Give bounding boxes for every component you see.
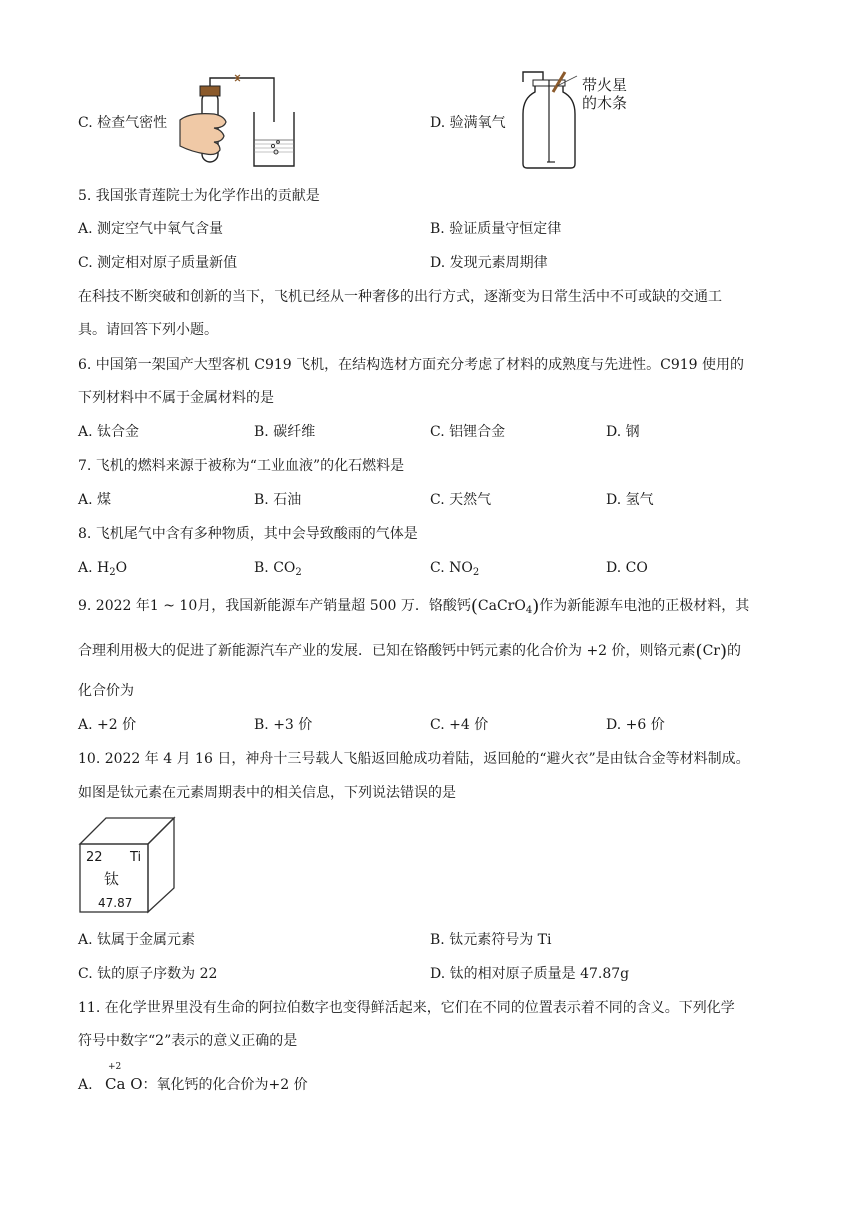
- q4-option-c: C. 检查气密性: [78, 115, 168, 131]
- q10-option-b: B. 钛元素符号为 Ti: [430, 932, 552, 948]
- valence-superscript: +2: [108, 1062, 122, 1072]
- q8-stem: 8. 飞机尾气中含有多种物质，其中会导致酸雨的气体是: [78, 526, 418, 542]
- q8-option-b-text: B. CO: [254, 560, 296, 576]
- q9-option-c: C. +4 价: [430, 717, 489, 733]
- q8-option-c: [430, 558, 479, 578]
- q9-stem-2: 合理利用极大的促进了新能源汽车产业的发展．已知在铬酸钙中钙元素的化合价为 +2 价，则铬元素(Cr)的: [78, 641, 742, 662]
- element-atomic-number: 22: [86, 850, 103, 865]
- q5-stem: 5. 我国张青莲院士为化学作出的贡献是: [78, 188, 320, 204]
- q4-option-d: D. 验满氧气: [430, 115, 506, 131]
- chromium-symbol: Cr: [702, 643, 720, 659]
- q8-option-a-tail: O: [115, 560, 128, 576]
- q5-option-d: D. 发现元素周期律: [430, 255, 548, 271]
- airtightness-apparatus-figure: [170, 72, 300, 172]
- q8-option-a-subscript: 2: [109, 567, 116, 578]
- q8-option-a-text: A. H: [78, 560, 110, 576]
- calcium-chromate-subscript: 4: [525, 605, 533, 616]
- q7-option-c: C. 天然气: [430, 492, 492, 508]
- q9-option-b: B. +3 价: [254, 717, 313, 733]
- q8-option-b-subscript: 2: [295, 567, 302, 578]
- q10-stem-2: 如图是钛元素在元素周期表中的相关信息，下列说法错误的是: [78, 785, 456, 801]
- q9-stem-2-a: 合理利用极大的促进了新能源汽车产业的发展．已知在铬酸钙中钙元素的化合价为 +2 价，则铬元素: [78, 643, 696, 659]
- q6-stem-1: 6. 中国第一架国产大型客机 C919 飞机，在结构选材方面充分考虑了材料的成熟度与先进性。C919 使用的: [78, 357, 745, 373]
- q11-stem-2: 符号中数字“2”表示的意义正确的是: [78, 1033, 298, 1049]
- glowing-splint-label: [582, 76, 627, 112]
- q9-stem-2-b: 的: [727, 643, 742, 659]
- intro-line-1: 在科技不断突破和创新的当下，飞机已经从一种奢侈的出行方式，逐渐变为日常生活中不可或缺的交通工: [78, 289, 722, 305]
- q6-stem-2: 下列材料中不属于金属材料的是: [78, 390, 274, 406]
- q9-stem-1-a: 9. 2022 年1 ~ 10月，我国新能源车产销量超 500 万．铬酸钙: [78, 598, 471, 614]
- glowing-splint-label-line2: 的木条: [582, 94, 628, 112]
- q10-option-a: A. 钛属于金属元素: [78, 932, 196, 948]
- q5-option-c: C. 测定相对原子质量新值: [78, 255, 238, 271]
- q11-option-a-label: A.: [78, 1077, 93, 1093]
- q6-option-c: C. 铝锂合金: [430, 424, 506, 440]
- q11-stem-1: 11. 在化学世界里没有生命的阿拉伯数字也变得鲜活起来，它们在不同的位置表示着不同的含义。下列化学: [78, 1000, 735, 1016]
- q10-option-c: C. 钛的原子序数为 22: [78, 966, 218, 982]
- q5-option-b: B. 验证质量守恒定律: [430, 221, 562, 237]
- q7-option-d: D. 氢气: [606, 492, 654, 508]
- q9-stem-1-b: 作为新能源车电池的正极材料，其: [539, 598, 750, 614]
- q7-option-a: A. 煤: [78, 492, 112, 508]
- calcium-oxide-formula: Ca O: [105, 1075, 143, 1093]
- q8-option-b: [254, 558, 302, 578]
- q9-stem-1: 9. 2022 年1 ~ 10月，我国新能源车产销量超 500 万．铬酸钙(CaCrO$_4$)作为新能源车电池的正极材料，其: [78, 596, 750, 617]
- q6-option-d: D. 钢: [606, 424, 640, 440]
- q9-option-a: A. +2 价: [78, 717, 137, 733]
- q7-stem: 7. 飞机的燃料来源于被称为“工业血液”的化石燃料是: [78, 458, 405, 474]
- q8-option-c-text: C. NO: [430, 560, 473, 576]
- calcium-chromate-formula: CaCrO: [477, 598, 526, 614]
- q8-option-a: [78, 558, 127, 578]
- intro-line-2: 具。请回答下列小题。: [78, 322, 218, 338]
- q10-option-d: D. 钛的相对原子质量是 47.87g: [430, 966, 630, 982]
- oxygen-full-test-figure: [515, 70, 585, 172]
- q6-option-b: B. 碳纤维: [254, 424, 316, 440]
- q9-stem-3: 化合价为: [78, 683, 134, 699]
- q7-option-b: B. 石油: [254, 492, 302, 508]
- element-symbol: Ti: [130, 850, 142, 865]
- q9-option-d: D. +6 价: [606, 717, 665, 733]
- q5-option-a: A. 测定空气中氧气含量: [78, 221, 224, 237]
- q11-option-a-text: ：氧化钙的化合价为+2 价: [142, 1077, 308, 1093]
- element-atomic-mass: 47.87: [98, 896, 133, 910]
- q8-option-d: D. CO: [606, 560, 648, 576]
- q6-option-a: A. 钛合金: [78, 424, 140, 440]
- q10-stem-1: 10. 2022 年 4 月 16 日，神舟十三号载人飞船返回舱成功着陆，返回舱的“避火衣”是由钛合金等材料制成。: [78, 751, 750, 767]
- glowing-splint-label-line1: 带火星: [582, 76, 628, 94]
- q11-option-a: [78, 1062, 308, 1095]
- element-name: 钛: [104, 870, 120, 888]
- q8-option-c-subscript: 2: [472, 567, 480, 578]
